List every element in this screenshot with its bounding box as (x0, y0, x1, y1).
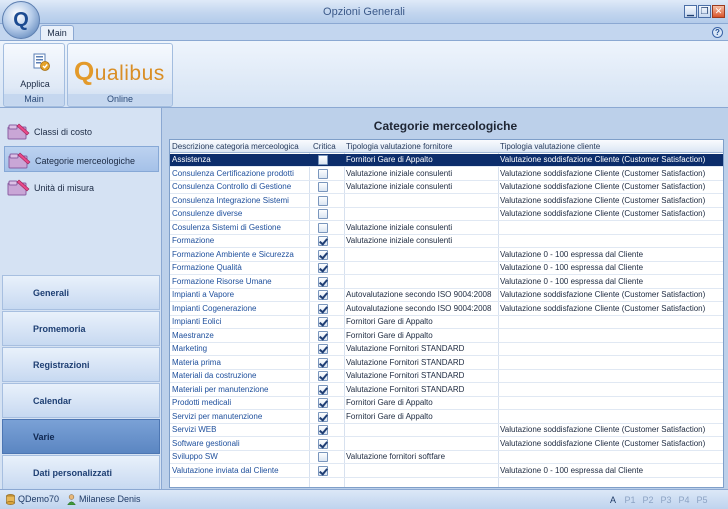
critica-checkbox[interactable] (318, 452, 328, 462)
table-row[interactable] (170, 370, 724, 383)
ribbon-group-main (3, 43, 65, 107)
table-row[interactable] (170, 424, 724, 437)
table-row[interactable] (170, 276, 724, 289)
categories-grid (169, 139, 724, 488)
critica-checkbox[interactable] (318, 290, 328, 300)
ribbon-tab-strip (0, 24, 728, 40)
cell-descrizione: Impianti a Vapore (172, 290, 235, 299)
cell-cliente: Valutazione soddisfazione Cliente (Customer Satisfaction) (500, 195, 706, 205)
table-row[interactable] (170, 357, 724, 370)
status-bar (0, 489, 728, 509)
cell-critica (318, 344, 330, 354)
cell-critica (318, 466, 330, 476)
grid-header (170, 140, 724, 153)
cell-descrizione: Consulenza Integrazione Sistemi (172, 195, 289, 205)
cell-critica (318, 223, 330, 233)
cell-cliente: Valutazione 0 - 100 espressa dal Cliente (500, 276, 644, 286)
cell-fornitore: Fornitori Gare di Appalto (346, 411, 433, 421)
cell-descrizione: Valutazione inviata dal Cliente (172, 465, 279, 475)
section-generali[interactable] (2, 275, 160, 310)
ribbon-group-online (67, 43, 173, 107)
critica-checkbox[interactable] (318, 169, 328, 179)
cell-descrizione: Materiali da costruzione (172, 371, 257, 380)
panel-p3[interactable]: P3 (660, 495, 672, 505)
section-label: Varie (33, 432, 55, 442)
cell-fornitore: Valutazione iniziale consulenti (346, 222, 453, 232)
table-row[interactable] (170, 154, 724, 167)
cell-fornitore: Fornitori Gare di Appalto (346, 155, 433, 164)
title-bar (0, 0, 728, 24)
cell-descrizione: Consulenza Certificazione prodotti (172, 168, 294, 178)
section-label: Calendar (33, 396, 72, 406)
nav-item-classi-di-costo[interactable] (4, 118, 159, 144)
panel-p4[interactable]: P4 (678, 495, 690, 505)
table-row[interactable] (170, 384, 724, 397)
folder-pen-icon (7, 122, 31, 140)
cell-descrizione: Formazione Ambiente e Sicurezza (172, 249, 294, 259)
cell-critica (318, 250, 330, 260)
cell-descrizione: Assistenza (172, 155, 211, 164)
critica-checkbox[interactable] (318, 331, 328, 341)
window-controls (684, 5, 725, 18)
table-row[interactable] (170, 303, 724, 316)
logo-text: ualibus (94, 62, 165, 85)
cell-cliente: Valutazione soddisfazione Cliente (Customer Satisfaction) (500, 290, 706, 299)
table-row[interactable] (170, 181, 724, 194)
app-menu-button[interactable] (2, 1, 40, 39)
database-icon (6, 494, 15, 505)
header-fornitore[interactable]: Tipologia valutazione fornitore (346, 142, 453, 151)
section-dati-personalizzati[interactable] (2, 455, 160, 490)
cell-descrizione: Impianti Eolici (172, 317, 222, 326)
critica-checkbox[interactable] (318, 344, 328, 354)
page-title: Categorie merceologiche (373, 119, 518, 133)
section-label: Promemoria (33, 324, 86, 334)
table-row[interactable] (170, 343, 724, 356)
cell-descrizione: Materiali per manutenzione (172, 384, 269, 394)
table-row[interactable] (170, 222, 724, 235)
critica-checkbox[interactable] (318, 425, 328, 435)
cell-fornitore: Autovalutazione secondo ISO 9004:2008 (346, 303, 492, 313)
critica-checkbox[interactable] (318, 236, 328, 246)
logo-q: Q (74, 56, 95, 86)
cell-descrizione: Impianti Cogenerazione (172, 303, 257, 313)
nav-item-label: Classi di costo (34, 127, 93, 137)
critica-checkbox[interactable] (318, 304, 328, 314)
cell-fornitore: Valutazione iniziale consulenti (346, 168, 453, 178)
panel-p5[interactable]: P5 (696, 495, 708, 505)
cell-fornitore: Valutazione iniziale consulenti (346, 236, 453, 245)
restore-button[interactable]: ❐ (698, 5, 711, 18)
cell-descrizione: Formazione (172, 236, 215, 245)
section-varie[interactable] (2, 419, 160, 454)
cell-critica (318, 209, 330, 219)
cell-critica (318, 277, 330, 287)
cell-fornitore: Valutazione iniziale consulenti (346, 182, 453, 191)
cell-fornitore: Valutazione Fornitori STANDARD (346, 344, 465, 353)
window-title: Opzioni Generali (323, 6, 405, 18)
section-registrazioni[interactable] (2, 347, 160, 382)
cell-critica (318, 331, 330, 341)
table-row[interactable] (170, 289, 724, 302)
cell-descrizione: Cosulenza Sistemi di Gestione (172, 222, 281, 232)
cell-fornitore: Valutazione Fornitori STANDARD (346, 357, 465, 367)
table-row[interactable] (170, 411, 724, 424)
cell-critica (318, 290, 330, 300)
cell-descrizione: Maestranze (172, 330, 214, 340)
folder-pen-icon (7, 178, 31, 196)
cell-cliente: Valutazione 0 - 100 espressa dal Cliente (500, 465, 644, 475)
cell-critica (318, 412, 330, 422)
cell-critica (318, 398, 330, 408)
cell-fornitore: Fornitori Gare di Appalto (346, 317, 433, 326)
cell-cliente: Valutazione soddisfazione Cliente (Customer Satisfaction) (500, 425, 706, 434)
close-button[interactable]: ✕ (712, 5, 725, 18)
cell-critica (318, 439, 330, 449)
table-row[interactable] (170, 208, 724, 221)
cell-cliente: Valutazione 0 - 100 espressa dal Cliente (500, 249, 644, 259)
cell-fornitore: Autovalutazione secondo ISO 9004:2008 (346, 290, 492, 299)
cell-cliente: Valutazione soddisfazione Cliente (Customer Satisfaction) (500, 168, 706, 178)
cell-cliente: Valutazione soddisfazione Cliente (Customer Satisfaction) (500, 438, 706, 448)
cell-descrizione: Prodotti medicali (172, 398, 232, 407)
content-panel (163, 108, 728, 489)
group-label-main: Main (4, 94, 64, 105)
cell-descrizione: Marketing (172, 344, 208, 353)
help-icon[interactable]: ? (712, 27, 723, 38)
applica-button[interactable] (10, 47, 60, 91)
cell-fornitore: Fornitori Gare di Appalto (346, 330, 433, 340)
critica-checkbox[interactable] (318, 358, 328, 368)
cell-critica (318, 169, 330, 179)
table-row[interactable] (170, 330, 724, 343)
section-label: Registrazioni (33, 360, 90, 370)
tab-main[interactable]: Main (40, 25, 74, 41)
status-database: QDemo70 (18, 494, 60, 504)
cell-critica (318, 452, 330, 462)
table-row[interactable] (170, 316, 724, 329)
critica-checkbox[interactable] (318, 209, 328, 219)
cell-critica (318, 236, 330, 246)
cell-cliente: Valutazione soddisfazione Cliente (Customer Satisfaction) (500, 303, 706, 313)
section-label: Dati personalizzati (33, 468, 113, 478)
section-calendar[interactable] (2, 383, 160, 418)
critica-checkbox[interactable] (318, 155, 328, 165)
critica-checkbox[interactable] (318, 398, 328, 408)
critica-checkbox[interactable] (318, 371, 328, 381)
cell-critica (318, 425, 330, 435)
section-promemoria[interactable] (2, 311, 160, 346)
cell-cliente: Valutazione soddisfazione Cliente (Customer Satisfaction) (500, 182, 706, 191)
apply-icon (32, 53, 50, 71)
cell-fornitore: Valutazione Fornitori STANDARD (346, 371, 465, 380)
header-cliente[interactable]: Tipologia valutazione cliente (500, 142, 601, 151)
cell-descrizione: Consulenza Controllo di Gestione (172, 182, 292, 191)
cell-cliente: Valutazione 0 - 100 espressa dal Cliente (500, 263, 644, 272)
folder-pen-icon (8, 151, 32, 169)
ribbon (0, 40, 728, 108)
cell-fornitore: Valutazione Fornitori STANDARD (346, 384, 465, 394)
table-row[interactable] (170, 262, 724, 275)
cell-critica (318, 304, 330, 314)
cell-critica (318, 358, 330, 368)
nav-item-label: Categorie merceologiche (35, 156, 136, 166)
cell-critica (318, 317, 330, 327)
critica-checkbox[interactable] (318, 412, 328, 422)
panel-a[interactable]: A (609, 495, 616, 505)
status-user: Milanese Denis (79, 494, 141, 504)
table-row[interactable] (170, 168, 724, 181)
critica-checkbox[interactable] (318, 317, 328, 327)
app-logo-icon: Q (13, 9, 29, 31)
cell-critica (318, 196, 330, 206)
critica-checkbox[interactable] (318, 263, 328, 273)
table-row[interactable] (170, 397, 724, 410)
cell-critica (318, 182, 330, 192)
table-row[interactable] (170, 249, 724, 262)
cell-descrizione: Servizi per manutenzione (172, 411, 263, 421)
cell-critica (318, 385, 330, 395)
table-row[interactable] (170, 465, 724, 478)
table-row[interactable] (170, 235, 724, 248)
cell-descrizione: Consulenze diverse (172, 209, 243, 218)
cell-descrizione: Software gestionali (172, 438, 240, 448)
cell-descrizione: Formazione Qualità (172, 263, 242, 272)
critica-checkbox[interactable] (318, 196, 328, 206)
critica-checkbox[interactable] (318, 277, 328, 287)
critica-checkbox[interactable] (318, 439, 328, 449)
qualibus-logo[interactable] (74, 56, 165, 87)
user-icon (67, 494, 76, 505)
critica-checkbox[interactable] (318, 250, 328, 260)
cell-critica (318, 371, 330, 381)
table-row[interactable] (170, 451, 724, 464)
header-descrizione[interactable]: Descrizione categoria merceologica (172, 142, 299, 151)
cell-critica (318, 263, 330, 273)
cell-fornitore: Fornitori Gare di Appalto (346, 398, 433, 407)
applica-label: Applica (20, 79, 50, 89)
critica-checkbox[interactable] (318, 466, 328, 476)
minimize-button[interactable]: ▁ (684, 5, 697, 18)
nav-item-unita-di-misura[interactable] (4, 174, 159, 200)
cell-descrizione: Materia prima (172, 357, 221, 367)
group-label-online: Online (68, 94, 172, 105)
cell-descrizione: Sviluppo SW (172, 452, 218, 461)
left-navigation (0, 108, 162, 489)
nav-item-categorie-merceologiche[interactable] (4, 146, 159, 172)
nav-item-label: Unità di misura (34, 183, 95, 193)
panel-p2[interactable]: P2 (642, 495, 654, 505)
critica-checkbox[interactable] (318, 223, 328, 233)
cell-critica (318, 155, 330, 165)
cell-cliente: Valutazione soddisfazione Cliente (Customer Satisfaction) (500, 155, 706, 164)
section-label: Generali (33, 288, 70, 298)
critica-checkbox[interactable] (318, 182, 328, 192)
cell-cliente: Valutazione soddisfazione Cliente (Customer Satisfaction) (500, 209, 706, 218)
cell-descrizione: Formazione Risorse Umane (172, 276, 272, 286)
header-critica[interactable]: Critica (313, 142, 336, 151)
critica-checkbox[interactable] (318, 385, 328, 395)
cell-fornitore: Valutazione fornitori softfare (346, 452, 446, 461)
cell-descrizione: Servizi WEB (172, 425, 217, 434)
panel-p1[interactable]: P1 (624, 495, 636, 505)
table-row[interactable] (170, 438, 724, 451)
table-row[interactable] (170, 195, 724, 208)
